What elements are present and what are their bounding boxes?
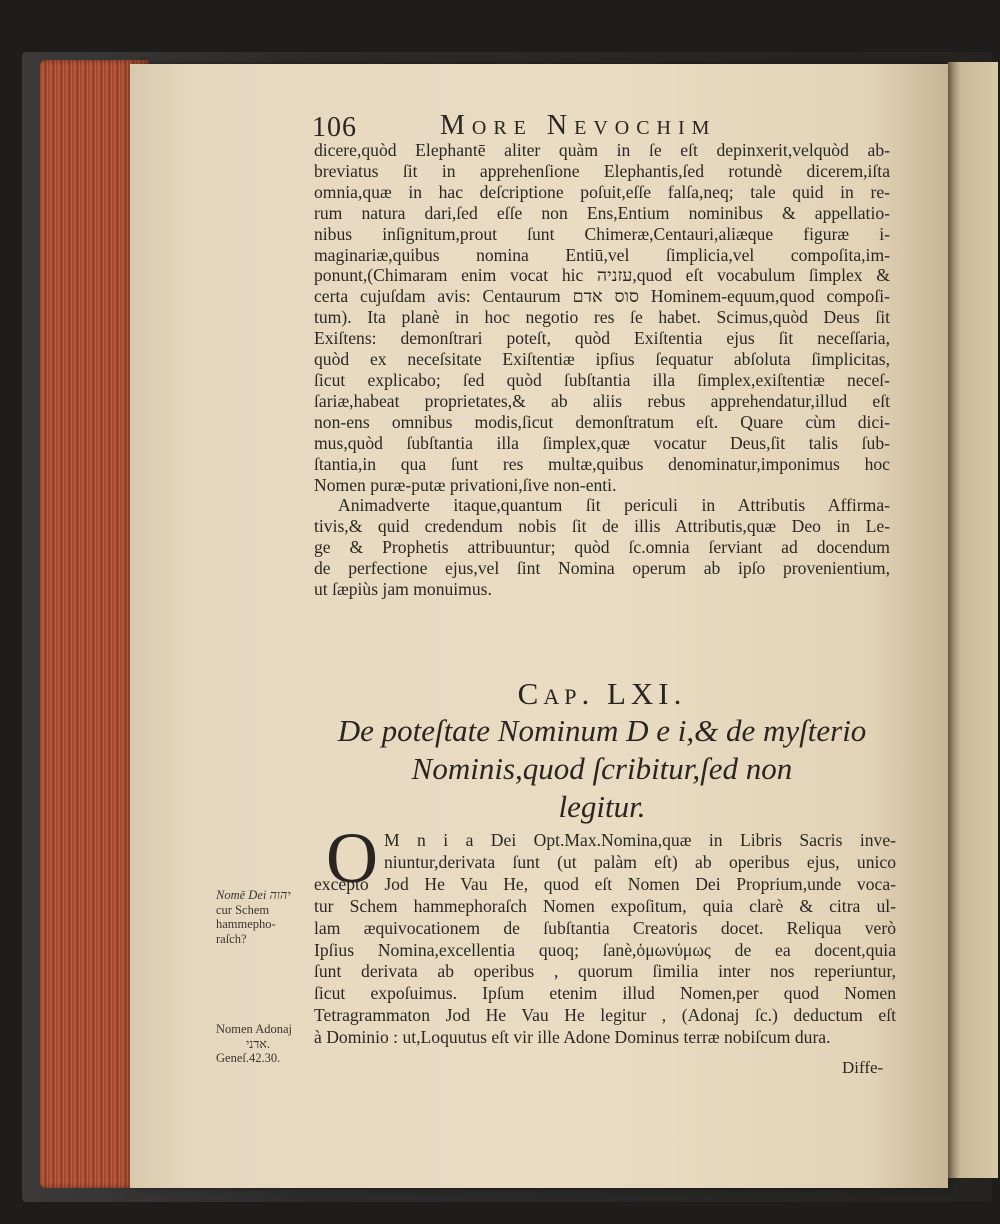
text-line: dicere,quòd Elephantē aliter quàm in ſe eſt depinxerit,velquòd ab- xyxy=(314,140,890,160)
chapter-title-line: legitur. xyxy=(558,789,646,824)
marginal-note-schem xyxy=(216,888,320,946)
text-line: lam æquivocationem de ſubſtantia Creatoris docet. Reliqua verò xyxy=(314,917,896,938)
text-line: tivis,& quid credendum nobis ſit de illis Attributis,quæ Deo in Le- xyxy=(314,516,890,537)
text-line: de perfectione ejus,vel ſint Nomina operum ab ipſo provenientium, xyxy=(314,558,890,579)
text-line: Animadverte itaque,quantum ſit periculi in Attributis Affirma- xyxy=(338,495,890,516)
text-line: ſunt derivata ab operibus , quorum ſimilia inter nos reperiuntur, xyxy=(314,961,896,982)
text-line: omnia,quæ in hac deſcriptione poſuit,eſſe falſa,neq; tale quid in re- xyxy=(314,181,890,202)
text-line: ponunt,(Chimaram enim vocat hic עזניה,quod eſt vocabulum ſimplex & xyxy=(314,265,890,286)
text-line: rum natura dari,ſed eſſe non Ens,Entium nominibus & appellatio- xyxy=(314,202,890,223)
text-line: ſariæ,habeat proprietates,& ab aliis rebus apprehendatur,illud eſt xyxy=(314,390,890,411)
running-title: More Nevochim xyxy=(440,110,717,141)
marginal-line: Nomē Dei יהוה xyxy=(216,888,291,902)
text-line: excepto Jod He Vau He, quod eſt Nomen Dei Proprium,unde voca- xyxy=(314,873,896,894)
marginal-note-adonaj xyxy=(216,1022,320,1066)
paragraph-1 xyxy=(314,140,890,495)
text-line: à Dominio : ut,Loquutus eſt vir ille Adone Dominus terræ nobiſcum dura. xyxy=(314,1027,831,1048)
marginal-line: אדני. xyxy=(246,1036,270,1051)
text-line: ſicut expoſuimus. Ipſum etenim illud Nomen,per quod Nomen xyxy=(314,983,896,1004)
drop-cap: O xyxy=(326,818,378,898)
text-line: Exiſtens: demonſtrari poteſt, quòd Exiſtentia ejus ſit neceſſaria, xyxy=(314,328,890,349)
text-line: M n i a Dei Opt.Max.Nomina,quæ in Libris Sacris inve- xyxy=(384,830,896,850)
text-line: ſtantia,in qua ſunt res multæ,quibus denominatur,imponimus hoc xyxy=(314,453,890,474)
marginal-line: Nomen Adonaj xyxy=(216,1022,293,1036)
chapter-title-line: De poteſtate Nominum D e i,& de myſterio xyxy=(337,713,867,748)
marginal-line: hammepho- xyxy=(216,917,276,931)
marginal-line: cur Schem xyxy=(216,902,270,917)
text-block xyxy=(314,140,890,600)
text-line: Nomen puræ-putæ privationi,ſive non-enti. xyxy=(314,474,617,495)
text-line: tur Schem hammephoraſch Nomen expoſitum, quia clarè & citra ul- xyxy=(314,895,896,916)
text-line: ſicut explicabo; ſed quòd ſubſtantia illa ſimplex,exiſtentiæ neceſ- xyxy=(314,369,890,390)
text-line: nibus inſignitum,prout ſunt Chimeræ,Centauri,aliæque figuræ i- xyxy=(314,223,890,244)
text-line: maginariæ,quibus nomina Entiū,vel ſimplicia,vel compoſita,im- xyxy=(314,244,890,265)
page-number: 106 xyxy=(312,112,357,143)
marginal-line: Geneſ.42.30. xyxy=(216,1051,281,1065)
text-line: ut ſæpiùs jam monuimus. xyxy=(314,579,492,600)
text-line: ge & Prophetis attribuuntur; quòd ſc.omnia ſerviant ad docendum xyxy=(314,537,890,558)
text-line: niuntur,derivata ſunt (ut palàm eſt) ab operibus ejus, unico xyxy=(384,851,896,872)
chapter-number: Cap. LXI. xyxy=(517,676,687,711)
chapter-text xyxy=(314,818,896,1049)
text-line: Ipſius Nomina,excellentia quoq; ſanè,ὁμωνύμως de ea docent,quia xyxy=(314,939,896,960)
facing-page-edge xyxy=(948,62,998,1178)
chapter-title-line: Nominis,quod ſcribitur,ſed non xyxy=(411,751,793,786)
chapter-title xyxy=(314,712,890,826)
text-line: mus,quòd ſubſtantia illa ſimplex,quæ vocatur Deus,ſit talis ſub- xyxy=(314,432,890,453)
text-line: non-ens omnibus modis,ſicut demonſtratum eſt. Quare cùm dici- xyxy=(314,411,890,432)
text-line: quòd ex neceſsitate Exiſtentiæ ipſius ſequatur abſoluta ſimplicitas, xyxy=(314,349,890,370)
text-line: Tetragrammaton Jod He Vau He legitur , (Adonaj ſc.) deductum eſt xyxy=(314,1005,896,1026)
paragraph-2 xyxy=(314,495,890,600)
text-line: breviatus ſit in apprehenſione Elephantis,ſed rotundè dicerem,iſta xyxy=(314,160,890,181)
text-line: tum). Ita planè in hoc negotio res ſe habet. Scimus,quòd Deus ſit xyxy=(314,307,890,328)
catchword: Diffe- xyxy=(842,1058,884,1077)
marginal-line: raſch? xyxy=(216,931,247,946)
text-line: certa cujuſdam avis: Centaurum סוס אדם Hominem-equum,quod compoſi- xyxy=(314,286,890,307)
